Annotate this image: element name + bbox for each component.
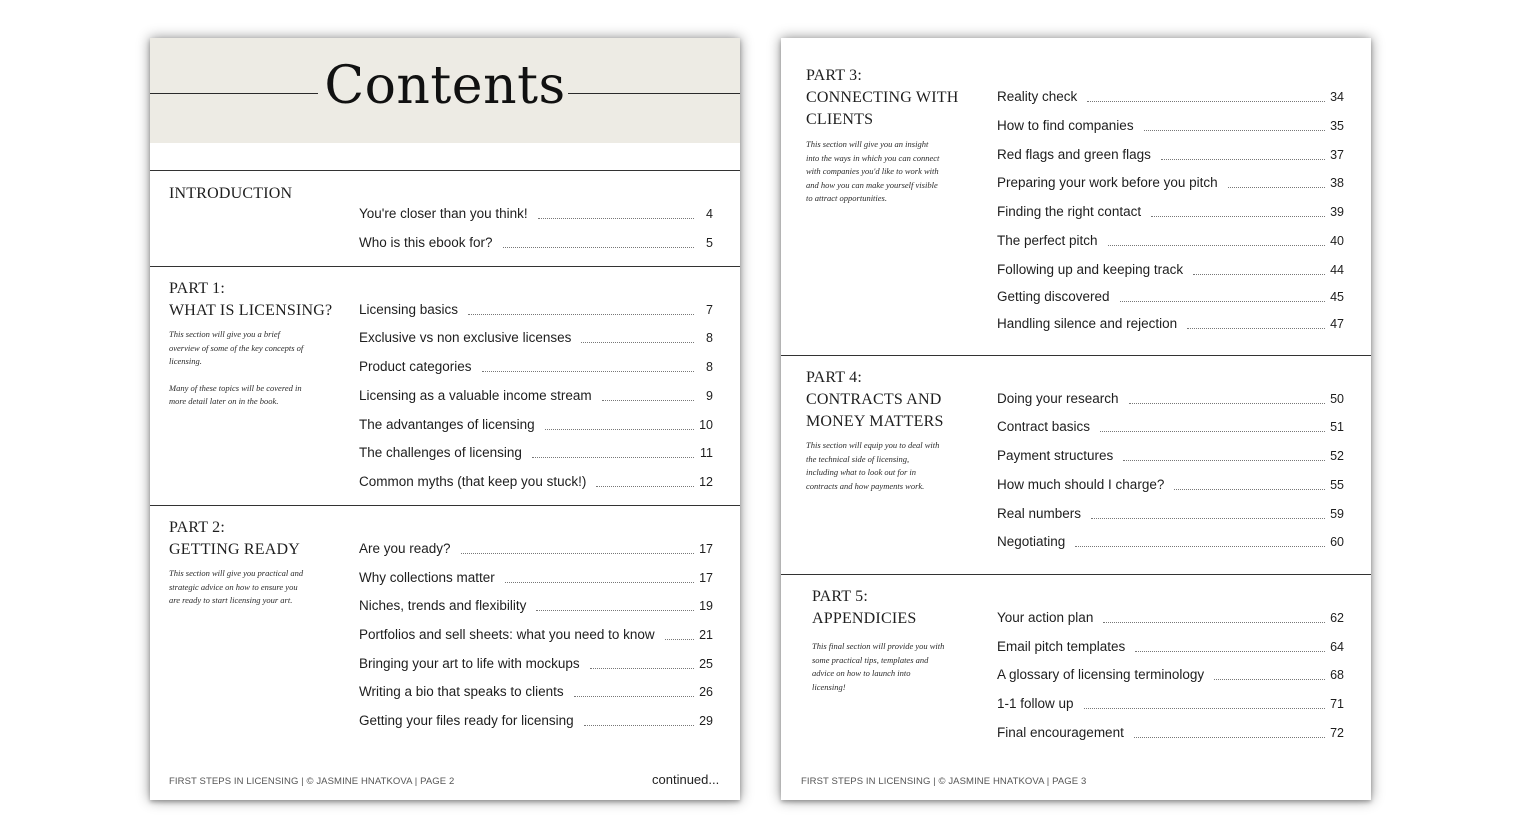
section-divider xyxy=(150,170,740,171)
toc-entry-page: 4 xyxy=(706,207,713,221)
leader-dots xyxy=(1087,101,1325,102)
toc-entry-page: 34 xyxy=(1330,90,1344,104)
toc-entry[interactable] xyxy=(997,721,1344,741)
leader-dots xyxy=(665,639,694,640)
toc-entry-title: The challenges of licensing xyxy=(359,445,522,460)
toc-entry-page: 19 xyxy=(699,599,713,613)
toc-entry[interactable] xyxy=(359,652,713,672)
section-divider xyxy=(150,505,740,506)
leader-dots xyxy=(584,725,694,726)
leader-dots xyxy=(503,247,694,248)
toc-entry-page: 29 xyxy=(699,714,713,728)
toc-entry[interactable] xyxy=(997,258,1344,278)
leader-dots xyxy=(461,553,694,554)
section-divider xyxy=(150,266,740,267)
toc-entry-page: 40 xyxy=(1330,234,1344,248)
leader-dots xyxy=(1123,460,1325,461)
toc-entry-page: 68 xyxy=(1330,668,1344,682)
toc-entry[interactable] xyxy=(997,606,1344,626)
leader-dots xyxy=(1084,708,1325,709)
toc-entry-page: 71 xyxy=(1330,697,1344,711)
toc-entry-title: Product categories xyxy=(359,359,472,374)
toc-entry-title: Licensing basics xyxy=(359,302,459,317)
toc-entry[interactable] xyxy=(997,444,1344,464)
toc-entry[interactable] xyxy=(997,692,1344,712)
toc-entry-page: 7 xyxy=(706,303,713,317)
toc-entry[interactable] xyxy=(359,231,713,251)
toc-entry[interactable] xyxy=(359,384,713,404)
toc-entry[interactable] xyxy=(997,387,1344,407)
title-rule-left xyxy=(150,93,318,94)
toc-entry-title: Payment structures xyxy=(997,448,1114,463)
section-heading-part-2: PART 2: GETTING READY xyxy=(169,519,301,558)
toc-entry-title: Email pitch templates xyxy=(997,639,1126,654)
toc-entry-page: 50 xyxy=(1330,392,1344,406)
page-footer: FIRST STEPS IN LICENSING | © JASMINE HNATKOVA | PAGE 2 xyxy=(169,776,455,787)
toc-entry-title: Why collections matter xyxy=(359,570,495,585)
toc-entry[interactable] xyxy=(997,473,1344,493)
leader-dots xyxy=(602,400,694,401)
toc-entry-title: A glossary of licensing terminology xyxy=(997,667,1205,682)
toc-entry-title: The advantanges of licensing xyxy=(359,417,535,432)
continued-label: continued... xyxy=(652,772,720,787)
section-divider xyxy=(781,574,1371,575)
toc-entry[interactable] xyxy=(359,709,713,729)
toc-entry[interactable] xyxy=(359,470,713,490)
toc-entry[interactable] xyxy=(359,298,713,318)
toc-entry-title: How much should I charge? xyxy=(997,477,1165,492)
toc-entry[interactable] xyxy=(997,200,1344,220)
toc-entry[interactable] xyxy=(997,663,1344,683)
leader-dots xyxy=(1214,679,1325,680)
toc-entry-page: 17 xyxy=(699,542,713,556)
toc-entry-title: Writing a bio that speaks to clients xyxy=(359,684,564,699)
toc-entry[interactable] xyxy=(997,171,1344,191)
toc-entry-title: Following up and keeping track xyxy=(997,262,1184,277)
toc-entry-title: You're closer than you think! xyxy=(359,206,528,221)
leader-dots xyxy=(1193,274,1325,275)
toc-entry-title: Final encouragement xyxy=(997,725,1124,740)
toc-entry-title: Preparing your work before you pitch xyxy=(997,175,1218,190)
title-rule-right xyxy=(568,93,740,94)
toc-entry-page: 26 xyxy=(699,685,713,699)
toc-entry-page: 51 xyxy=(1330,420,1344,434)
leader-dots xyxy=(1135,651,1325,652)
toc-entry-page: 39 xyxy=(1330,205,1344,219)
toc-entry-title: Who is this ebook for? xyxy=(359,235,493,250)
toc-entry-title: Getting discovered xyxy=(997,289,1110,304)
section-description: This section will give you practical and strategic advice on how to ensure you are ready to start licensing your art. xyxy=(169,568,304,605)
leader-dots xyxy=(1129,403,1325,404)
toc-entry[interactable] xyxy=(997,85,1344,105)
leader-dots xyxy=(581,342,694,343)
page-footer: FIRST STEPS IN LICENSING | © JASMINE HNATKOVA | PAGE 3 xyxy=(801,776,1087,787)
toc-entry-title: Doing your research xyxy=(997,391,1119,406)
leader-dots xyxy=(1228,187,1325,188)
section-heading-part-5: PART 5: APPENDICIES xyxy=(812,588,917,627)
toc-entry-page: 52 xyxy=(1330,449,1344,463)
section-heading-part-3: PART 3: CONNECTING WITH CLIENTS xyxy=(806,67,959,128)
toc-entry[interactable] xyxy=(359,355,713,375)
section-heading-introduction: INTRODUCTION xyxy=(169,185,293,202)
toc-entry-title: 1-1 follow up xyxy=(997,696,1074,711)
toc-entry[interactable] xyxy=(359,623,713,643)
section-description: This section will give you a brief overview of some of the key concepts of licensing. Many of these topics will be covered in more detail later on in the book. xyxy=(169,329,304,406)
toc-entry[interactable] xyxy=(997,415,1344,435)
toc-entry-page: 5 xyxy=(706,236,713,250)
leader-dots xyxy=(482,371,694,372)
toc-entry-page: 59 xyxy=(1330,507,1344,521)
toc-entry-title: Licensing as a valuable income stream xyxy=(359,388,592,403)
toc-entry[interactable] xyxy=(997,285,1344,305)
leader-dots xyxy=(468,314,694,315)
section-heading-part-1: PART 1: WHAT IS LICENSING? xyxy=(169,280,333,319)
toc-entry[interactable] xyxy=(359,441,713,461)
toc-entry[interactable] xyxy=(359,680,713,700)
leader-dots xyxy=(1187,328,1325,329)
toc-entry[interactable] xyxy=(997,143,1344,163)
toc-entry-page: 60 xyxy=(1330,535,1344,549)
toc-entry-page: 12 xyxy=(699,475,713,489)
toc-entry[interactable] xyxy=(997,114,1344,134)
toc-entry-title: Reality check xyxy=(997,89,1078,104)
toc-entry-page: 8 xyxy=(706,360,713,374)
toc-entry-title: Contract basics xyxy=(997,419,1091,434)
leader-dots xyxy=(1108,245,1325,246)
toc-entry[interactable] xyxy=(359,566,713,586)
leader-dots xyxy=(1075,546,1325,547)
toc-entry-title: Exclusive vs non exclusive licenses xyxy=(359,330,572,345)
leader-dots xyxy=(1144,130,1325,131)
leader-dots xyxy=(590,668,694,669)
page-left xyxy=(150,38,740,800)
toc-entry[interactable] xyxy=(997,502,1344,522)
toc-entry-page: 64 xyxy=(1330,640,1344,654)
toc-entry-title: Niches, trends and flexibility xyxy=(359,598,527,613)
toc-entry-page: 37 xyxy=(1330,148,1344,162)
leader-dots xyxy=(532,457,694,458)
toc-entry-title: Negotiating xyxy=(997,534,1066,549)
toc-entry-title: Portfolios and sell sheets: what you need to know xyxy=(359,627,655,642)
toc-entry-page: 62 xyxy=(1330,611,1344,625)
leader-dots xyxy=(596,486,694,487)
toc-entry-title: Real numbers xyxy=(997,506,1082,521)
toc-entry[interactable] xyxy=(997,229,1344,249)
toc-entry-page: 21 xyxy=(699,628,713,642)
toc-entry-page: 35 xyxy=(1330,119,1344,133)
leader-dots xyxy=(574,696,694,697)
toc-entry-page: 25 xyxy=(699,657,713,671)
toc-entry[interactable] xyxy=(359,537,713,557)
toc-entry-page: 10 xyxy=(699,418,713,432)
toc-entry-page: 17 xyxy=(699,571,713,585)
section-divider xyxy=(781,355,1371,356)
toc-entry-page: 8 xyxy=(706,331,713,345)
toc-entry-title: Finding the right contact xyxy=(997,204,1142,219)
toc-entry-title: How to find companies xyxy=(997,118,1134,133)
toc-entry-page: 11 xyxy=(700,446,713,460)
toc-entry-page: 38 xyxy=(1330,176,1344,190)
leader-dots xyxy=(536,610,694,611)
toc-entry-page: 44 xyxy=(1330,263,1344,277)
leader-dots xyxy=(538,218,694,219)
leader-dots xyxy=(505,582,694,583)
toc-entry-page: 45 xyxy=(1330,290,1344,304)
toc-entry-title: Your action plan xyxy=(997,610,1094,625)
toc-entry[interactable] xyxy=(359,202,713,222)
leader-dots xyxy=(1151,216,1325,217)
toc-entry[interactable] xyxy=(359,326,713,346)
leader-dots xyxy=(1120,301,1325,302)
toc-entry-title: Are you ready? xyxy=(359,541,451,556)
leader-dots xyxy=(545,429,694,430)
toc-entry-page: 9 xyxy=(706,389,713,403)
toc-entry[interactable] xyxy=(997,312,1344,332)
section-description: This final section will provide you with some practical tips, templates and advice on how to launch into licensing! xyxy=(812,641,945,692)
toc-entry-title: The perfect pitch xyxy=(997,233,1098,248)
toc-entry[interactable] xyxy=(359,594,713,614)
toc-entry-title: Bringing your art to life with mockups xyxy=(359,656,580,671)
toc-entry[interactable] xyxy=(359,413,713,433)
leader-dots xyxy=(1161,159,1325,160)
leader-dots xyxy=(1103,622,1325,623)
leader-dots xyxy=(1091,518,1325,519)
leader-dots xyxy=(1174,489,1325,490)
section-description: This section will give you an insight into the ways in which you can connect with companies you'd like to work with and how you can make yourself visible to attract opportunities. xyxy=(806,139,940,203)
toc-entry[interactable] xyxy=(997,530,1344,550)
toc-entry-title: Common myths (that keep you stuck!) xyxy=(359,474,587,489)
leader-dots xyxy=(1134,737,1325,738)
toc-entry-page: 55 xyxy=(1330,478,1344,492)
toc-entry-page: 47 xyxy=(1330,317,1344,331)
toc-entry-title: Handling silence and rejection xyxy=(997,316,1178,331)
toc-entry[interactable] xyxy=(997,635,1344,655)
page-right xyxy=(781,38,1371,800)
toc-entry-title: Red flags and green flags xyxy=(997,147,1151,162)
section-description: This section will equip you to deal with the technical side of licensing, including what to look out for in contracts and how payments work. xyxy=(806,440,940,491)
toc-entry-page: 72 xyxy=(1330,726,1344,740)
toc-entry-title: Getting your files ready for licensing xyxy=(359,713,574,728)
section-heading-part-4: PART 4: CONTRACTS AND MONEY MATTERS xyxy=(806,369,944,430)
leader-dots xyxy=(1100,431,1325,432)
page-title: Contents xyxy=(324,56,566,116)
